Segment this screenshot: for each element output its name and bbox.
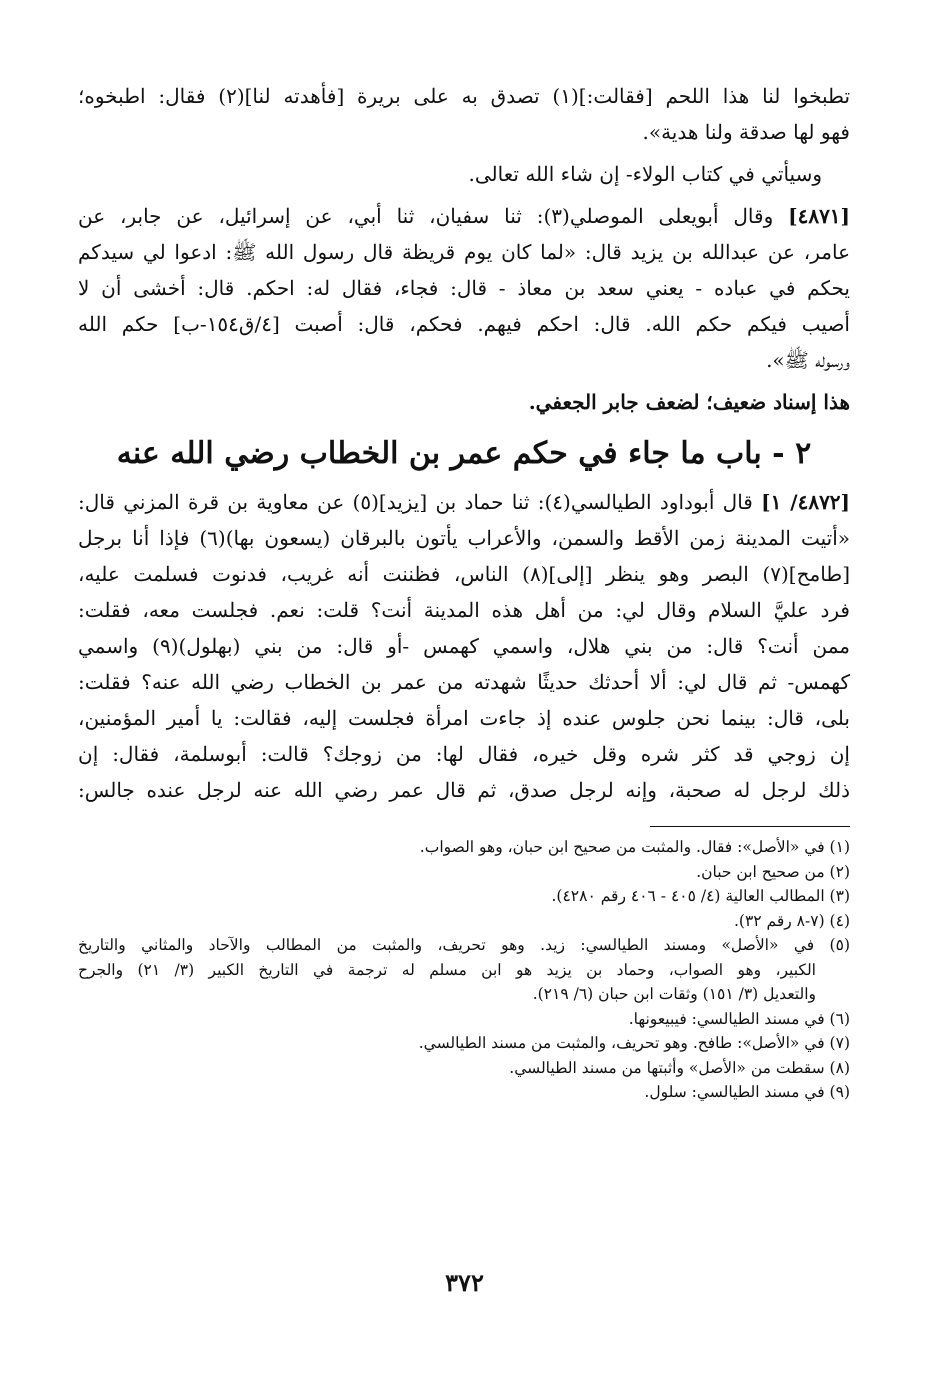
text-line: إن زوجي قد كثر شره وقل خيره، فقال لها: من زوجك؟ قالت: أبوسلمة، فقال: إن — [78, 742, 850, 766]
footnote-continuation: الكبير، وهو الصواب، وحماد بن يزيد هو ابن مسلم له ترجمة في التاريخ الكبير (٣/ ٢١) والجرح — [78, 960, 816, 979]
text-line: ممن أنت؟ قال: من بني هلال، واسمي كهمس -أو قال: من بني (بهلول)(٩) واسمي — [78, 634, 850, 658]
text-line: كهمس- ثم قال لي: ألا أحدثك حديثًا شهدته من عمر بن الخطاب رضي الله عنه؟ فقلت: — [78, 670, 850, 694]
text-line: يحكم في عباده - يعني سعد بن معاذ - قال: فجاء، فقال له: احكم. قال: أخشى أن لا — [78, 276, 850, 300]
paragraph-continuation — [78, 78, 850, 150]
hadith-number: [٤٨٧٢/ ١] — [761, 490, 851, 514]
text-line: «أتيت المدينة زمن الأقط والسمن، والأعراب يأتون بالبرقان (يسعون بها)(٦) فإذا أنا برجل — [78, 526, 850, 550]
text-line: أصيب فيكم حكم الله. قال: احكم فيهم. فحكم، قال: أصبت [٤/ق١٥٤-ب] حكم الله — [78, 312, 850, 336]
text-line: ورسوله ﷺ». — [766, 348, 850, 372]
hadith-number: [٤٨٧١] — [788, 204, 851, 228]
chapter-heading: ٢ - باب ما جاء في حكم عمر بن الخطاب رضي الله عنه — [116, 436, 812, 471]
text-line: ذلك لرجل له صحبة، وإنه لرجل صدق، ثم قال عمر رضي الله عنه لرجل عنده جالس: — [78, 778, 850, 802]
text-line: تطبخوا لنا هذا اللحم [فقالت:](١) تصدق به على بريرة [فأهدته لنا](٢) فقال: اطبخوه؛ — [78, 84, 851, 108]
hadith-4871 — [78, 198, 850, 378]
text-line: بلى، قال: بينما نحن جلوس عنده إذ جاءت امرأة فجلست إليه، فقالت: يا أمير المؤمنين، — [78, 706, 850, 730]
footnote-divider — [650, 826, 850, 827]
text-line: فهو لها صدقة ولنا هدية». — [642, 120, 850, 144]
text-line: فرد عليَّ السلام وقال لي: من أهل هذه المدينة أنت؟ قلت: نعم. فجلست معه، فقلت: — [78, 598, 850, 622]
text-line: عامر، عن عبدالله بن يزيد قال: «لما كان يوم قريظة قال رسول الله ﷺ: ادعوا لي سيدكم — [78, 240, 850, 264]
text-line: قال أبوداود الطيالسي(٤): ثنا حماد بن [يزيد](٥) عن معاوية بن قرة المزني قال: — [78, 490, 753, 514]
page-number: ٣٧٢ — [445, 1268, 484, 1297]
footnote: (٦) في مسند الطيالسي: فيبيعونها. — [628, 1009, 850, 1028]
cross-reference-note: وسيأتي في كتاب الولاء- إن شاء الله تعالى. — [468, 162, 822, 186]
footnote: (٩) في مسند الطيالسي: سلول. — [644, 1083, 850, 1101]
footnotes — [78, 835, 850, 1105]
isnad-grading: هذا إسناد ضعيف؛ لضعف جابر الجعفي. — [528, 390, 850, 414]
footnote: (١) في «الأصل»: فقال. والمثبت من صحيح ابن حبان، وهو الصواب. — [419, 838, 850, 856]
book-page — [78, 78, 850, 1105]
footnote: (٢) من صحيح ابن حبان. — [696, 862, 850, 881]
footnote-continuation: والتعديل (٣/ ١٥١) وثقات ابن حبان (٦/ ٢١٩). — [532, 985, 816, 1003]
footnote: (٣) المطالب العالية (٤/ ٤٠٥ - ٤٠٦ رقم ٤٢٨٠). — [551, 887, 850, 905]
footnote: (٤) (٧-٨ رقم ٣٢). — [733, 911, 850, 930]
footnote: (٥) في «الأصل» ومسند الطيالسي: زيد. وهو تحريف، والمثبت من المطالب والآحاد والمثاني والتاريخ — [78, 936, 850, 954]
hadith-4872 — [78, 484, 850, 808]
text-line: وقال أبويعلى الموصلي(٣): ثنا سفيان، ثنا أبي، عن إسرائيل، عن جابر، عن — [78, 204, 774, 228]
footnote: (٧) في «الأصل»: طافح. وهو تحريف، والمثبت من مسند الطيالسي. — [418, 1034, 850, 1052]
text-line: [طامح](٧) البصر وهو ينظر [إلى](٨) الناس، فظننت أنه غريب، فدنوت فسلمت عليه، — [78, 562, 851, 586]
footnote: (٨) سقطت من «الأصل» وأثبتها من مسند الطيالسي. — [509, 1058, 850, 1077]
